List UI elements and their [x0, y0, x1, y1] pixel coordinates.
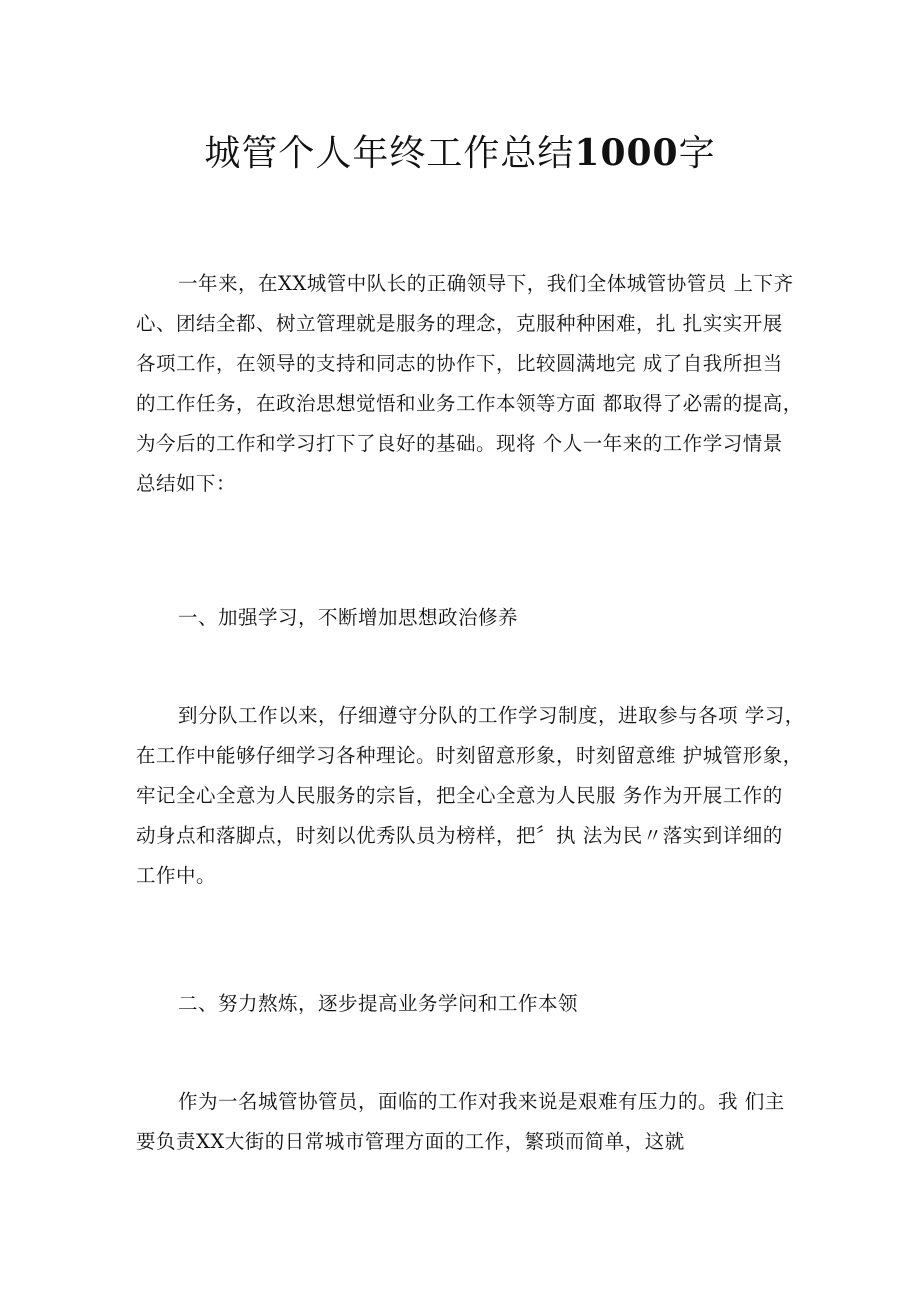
document-title — [0, 128, 920, 179]
section-1-line-2: 在工作中能够仔细学习各种理论。时刻留意形象，时刻留意维 护城管形象， — [136, 744, 803, 767]
intro-line-6: 总结如下： — [136, 472, 237, 495]
section-2-heading: 二、努力熬炼，逐步提高业务学问和工作本领 — [178, 992, 579, 1015]
section-1-line-1: 到分队工作以来，仔细遵守分队的工作学习制度，进取参与各项 学习， — [178, 704, 805, 727]
section-1-line-4: 动身点和落脚点，时刻以优秀队员为榜样，把〞执 法为民〃落实到详细的 — [136, 824, 783, 847]
intro-line-2: 心、团结全都、树立管理就是服务的理念，克服种种困难，扎 扎实实开展 — [136, 312, 783, 335]
section-1-paragraph — [136, 696, 805, 896]
intro-line-1: 一年来，在XX城管中队长的正确领导下，我们全体城管协管员 上下齐 — [178, 272, 794, 295]
intro-line-4: 的工作任务，在政治思想觉悟和业务工作本领等方面 都取得了必需的提高， — [136, 392, 803, 415]
section-1-heading: 一、加强学习，不断增加思想政治修养 — [178, 606, 519, 629]
title-number: 1000 — [574, 132, 679, 174]
section-2-line-1: 作为一名城管协管员，面临的工作对我来说是艰难有压力的。我 们主 — [178, 1090, 785, 1113]
title-suffix: 字 — [678, 133, 716, 174]
section-2-paragraph — [136, 1082, 788, 1162]
title-main: 城管个人年终工作总结 — [204, 133, 575, 174]
section-2-line-2: 要负责XX大街的日常城市管理方面的工作，繁琐而简单，这就 — [136, 1130, 685, 1153]
intro-line-3: 各项工作，在领导的支持和同志的协作下，比较圆满地完 成了自我所担当 — [136, 352, 783, 375]
section-1-line-5: 工作中。 — [136, 864, 217, 887]
intro-paragraph — [136, 264, 803, 504]
intro-line-5: 为今后的工作和学习打下了良好的基础。现将 个人一年来的工作学习情景 — [136, 432, 783, 455]
section-1-line-3: 牢记全心全意为人民服务的宗旨，把全心全意为人民服 务作为开展工作的 — [136, 784, 783, 807]
